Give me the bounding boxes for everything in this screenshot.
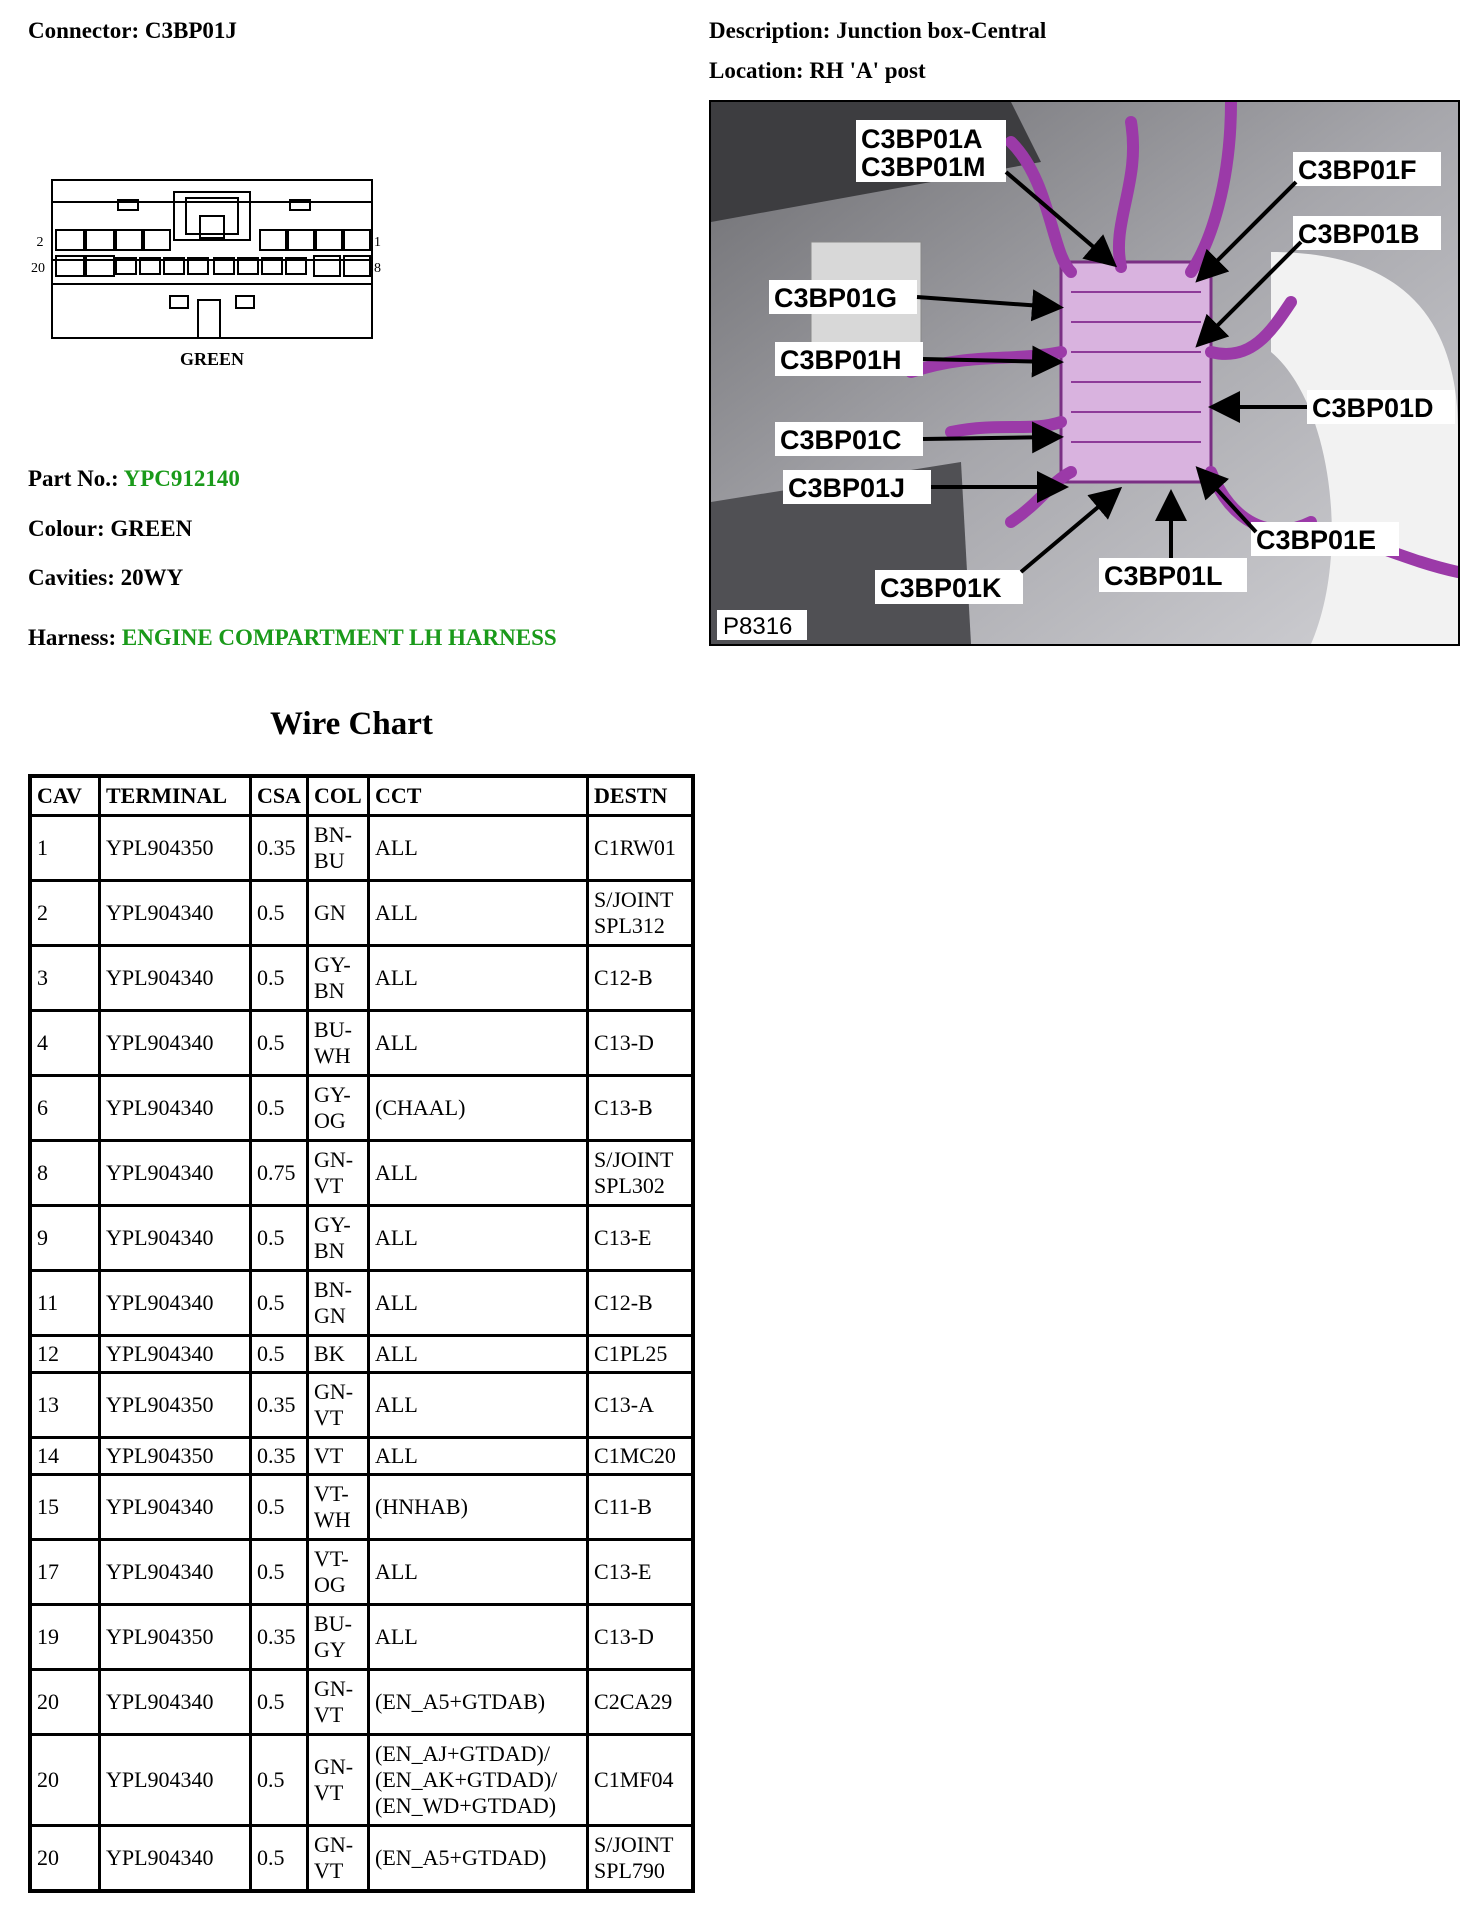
wire-chart-title: Wire Chart <box>270 706 433 742</box>
description-value: Junction box-Central <box>836 18 1047 43</box>
cell-csa: 0.35 <box>251 816 308 881</box>
cell-col: BN-GN <box>308 1271 369 1336</box>
photo-label-c3bp01l: C3BP01L <box>1104 561 1223 591</box>
table-row <box>30 1206 693 1271</box>
cell-cct: ALL <box>369 816 588 881</box>
cell-csa: 0.35 <box>251 1373 308 1438</box>
cell-cct: ALL <box>369 1605 588 1670</box>
cell-cav: 17 <box>30 1540 100 1605</box>
cell-destn: C13-D <box>588 1011 694 1076</box>
cell-col: GN-VT <box>308 1735 369 1826</box>
connector-id: C3BP01J <box>144 18 237 43</box>
photo-label-c3bp01h: C3BP01H <box>780 345 902 375</box>
connector-line <box>28 18 237 44</box>
harness-line <box>28 625 557 651</box>
cell-terminal: YPL904350 <box>100 1605 251 1670</box>
cell-cav: 3 <box>30 946 100 1011</box>
cell-terminal: YPL904340 <box>100 1271 251 1336</box>
photo-label-c3bp01a: C3BP01A <box>861 124 983 154</box>
table-row <box>30 1373 693 1438</box>
table-row <box>30 1826 693 1892</box>
pin-label-top-left: 2 <box>36 235 44 250</box>
cell-terminal: YPL904340 <box>100 1336 251 1373</box>
photo-label-c3bp01f: C3BP01F <box>1298 155 1417 185</box>
location-value: RH 'A' post <box>809 58 926 83</box>
cell-cav: 13 <box>30 1373 100 1438</box>
colour-label: Colour: <box>28 516 105 541</box>
cell-col: GN-VT <box>308 1826 369 1892</box>
cell-destn: C1PL25 <box>588 1336 694 1373</box>
cell-cav: 20 <box>30 1735 100 1826</box>
cell-col: VT <box>308 1438 369 1475</box>
table-row <box>30 816 693 881</box>
pin-label-bottom-right: 8 <box>374 261 381 276</box>
photo-label-c3bp01c: C3BP01C <box>780 425 902 455</box>
cell-cav: 20 <box>30 1826 100 1892</box>
cell-cct: ALL <box>369 1271 588 1336</box>
pin-label-top-right: 1 <box>374 235 381 250</box>
part-number-label: Part No.: <box>28 466 119 491</box>
table-row <box>30 1670 693 1735</box>
cell-cct: ALL <box>369 1141 588 1206</box>
wire-chart-body <box>30 816 693 1892</box>
cell-cav: 12 <box>30 1336 100 1373</box>
photo-label-c3bp01m: C3BP01M <box>861 152 986 182</box>
photo-label-c3bp01d: C3BP01D <box>1312 393 1434 423</box>
cell-csa: 0.5 <box>251 1540 308 1605</box>
cell-col: GY-OG <box>308 1076 369 1141</box>
cell-cct: ALL <box>369 1540 588 1605</box>
photo-label-c3bp01e: C3BP01E <box>1256 525 1377 555</box>
table-row <box>30 881 693 946</box>
cell-destn: C12-B <box>588 946 694 1011</box>
cell-cct: ALL <box>369 1373 588 1438</box>
junction-box-photo <box>709 100 1460 646</box>
header-cct: CCT <box>369 776 588 816</box>
cell-cav: 1 <box>30 816 100 881</box>
cell-terminal: YPL904350 <box>100 1438 251 1475</box>
cell-csa: 0.5 <box>251 1826 308 1892</box>
cell-terminal: YPL904340 <box>100 1011 251 1076</box>
cavities-line <box>28 565 183 591</box>
cell-destn: C1RW01 <box>588 816 694 881</box>
photo-label-c3bp01g: C3BP01G <box>774 283 898 313</box>
cell-csa: 0.5 <box>251 1670 308 1735</box>
photo-reference-code: P8316 <box>723 613 793 640</box>
cavities-value: 20WY <box>120 565 184 590</box>
cell-csa: 0.5 <box>251 1475 308 1540</box>
harness-label: Harness: <box>28 625 117 650</box>
header-col: COL <box>308 776 369 816</box>
pin-label-bottom-left: 20 <box>31 261 45 276</box>
cell-csa: 0.75 <box>251 1141 308 1206</box>
photo-label-c3bp01j: C3BP01J <box>788 473 906 503</box>
table-row <box>30 1438 693 1475</box>
cell-csa: 0.35 <box>251 1605 308 1670</box>
cell-destn: C1MF04 <box>588 1735 694 1826</box>
cell-cav: 2 <box>30 881 100 946</box>
part-number-value: YPC912140 <box>123 466 240 491</box>
cell-csa: 0.5 <box>251 1735 308 1826</box>
cell-cav: 6 <box>30 1076 100 1141</box>
cell-terminal: YPL904340 <box>100 946 251 1011</box>
table-row <box>30 1605 693 1670</box>
cell-cct: ALL <box>369 1206 588 1271</box>
cell-destn: C12-B <box>588 1271 694 1336</box>
cell-destn: C13-E <box>588 1206 694 1271</box>
connector-face-diagram <box>24 172 384 382</box>
cell-destn: C11-B <box>588 1475 694 1540</box>
table-row <box>30 1271 693 1336</box>
cell-cav: 20 <box>30 1670 100 1735</box>
cell-destn: C13-E <box>588 1540 694 1605</box>
cell-csa: 0.5 <box>251 1271 308 1336</box>
cell-col: GN-VT <box>308 1670 369 1735</box>
cell-cct: (EN_A5+GTDAD) <box>369 1826 588 1892</box>
cell-csa: 0.5 <box>251 1336 308 1373</box>
header-terminal: TERMINAL <box>100 776 251 816</box>
connector-color-label: GREEN <box>179 349 245 369</box>
cell-terminal: YPL904340 <box>100 1206 251 1271</box>
cavities-label: Cavities: <box>28 565 115 590</box>
connector-label: Connector: <box>28 18 140 43</box>
table-header-row <box>30 776 693 816</box>
cell-col: GN <box>308 881 369 946</box>
cell-cav: 11 <box>30 1271 100 1336</box>
cell-csa: 0.5 <box>251 1206 308 1271</box>
table-row <box>30 1336 693 1373</box>
cell-cct: (EN_AJ+GTDAD)/ (EN_AK+GTDAD)/ (EN_WD+GTDAD) <box>369 1735 588 1826</box>
cell-cct: ALL <box>369 881 588 946</box>
cell-csa: 0.5 <box>251 1011 308 1076</box>
cell-csa: 0.5 <box>251 881 308 946</box>
cell-terminal: YPL904350 <box>100 1373 251 1438</box>
junction-box-illustration <box>711 102 1458 644</box>
cell-destn: S/JOINT SPL312 <box>588 881 694 946</box>
cell-cav: 9 <box>30 1206 100 1271</box>
table-row <box>30 1076 693 1141</box>
table-row <box>30 1011 693 1076</box>
header-destn: DESTN <box>588 776 694 816</box>
cell-cct: ALL <box>369 1011 588 1076</box>
cell-terminal: YPL904350 <box>100 816 251 881</box>
description-line <box>709 18 1046 44</box>
table-row <box>30 946 693 1011</box>
colour-line <box>28 516 192 542</box>
cell-destn: C13-A <box>588 1373 694 1438</box>
description-label: Description: <box>709 18 831 43</box>
table-row <box>30 1735 693 1826</box>
cell-col: BU-WH <box>308 1011 369 1076</box>
cell-destn: S/JOINT SPL302 <box>588 1141 694 1206</box>
location-label: Location: <box>709 58 804 83</box>
photo-label-c3bp01b: C3BP01B <box>1298 219 1420 249</box>
cell-csa: 0.5 <box>251 1076 308 1141</box>
cell-destn: C2CA29 <box>588 1670 694 1735</box>
harness-value: ENGINE COMPARTMENT LH HARNESS <box>121 625 557 650</box>
cell-cav: 15 <box>30 1475 100 1540</box>
cell-csa: 0.35 <box>251 1438 308 1475</box>
photo-label-c3bp01k: C3BP01K <box>880 573 1002 603</box>
cell-col: GN-VT <box>308 1373 369 1438</box>
cell-terminal: YPL904340 <box>100 881 251 946</box>
colour-value: GREEN <box>110 516 193 541</box>
cell-destn: C1MC20 <box>588 1438 694 1475</box>
cell-col: VT-OG <box>308 1540 369 1605</box>
connector-face-svg <box>24 172 384 382</box>
wire-chart-table <box>28 774 695 1893</box>
cell-col: VT-WH <box>308 1475 369 1540</box>
cell-terminal: YPL904340 <box>100 1540 251 1605</box>
cell-cav: 8 <box>30 1141 100 1206</box>
cell-terminal: YPL904340 <box>100 1141 251 1206</box>
cell-col: GY-BN <box>308 1206 369 1271</box>
cell-destn: C13-B <box>588 1076 694 1141</box>
header-cav: CAV <box>30 776 100 816</box>
location-line <box>709 58 926 84</box>
cell-terminal: YPL904340 <box>100 1475 251 1540</box>
table-row <box>30 1141 693 1206</box>
cell-cct: (CHAAL) <box>369 1076 588 1141</box>
cell-terminal: YPL904340 <box>100 1735 251 1826</box>
part-number-line <box>28 466 240 492</box>
cell-destn: C13-D <box>588 1605 694 1670</box>
cell-csa: 0.5 <box>251 946 308 1011</box>
cell-cct: (EN_A5+GTDAB) <box>369 1670 588 1735</box>
cell-terminal: YPL904340 <box>100 1670 251 1735</box>
cell-cct: ALL <box>369 1336 588 1373</box>
cell-cav: 14 <box>30 1438 100 1475</box>
cell-terminal: YPL904340 <box>100 1076 251 1141</box>
cell-terminal: YPL904340 <box>100 1826 251 1892</box>
cell-cct: (HNHAB) <box>369 1475 588 1540</box>
cell-cct: ALL <box>369 1438 588 1475</box>
cell-cav: 19 <box>30 1605 100 1670</box>
cell-destn: S/JOINT SPL790 <box>588 1826 694 1892</box>
cell-col: GY-BN <box>308 946 369 1011</box>
cell-col: BU-GY <box>308 1605 369 1670</box>
table-row <box>30 1540 693 1605</box>
header-csa: CSA <box>251 776 308 816</box>
table-row <box>30 1475 693 1540</box>
cell-cav: 4 <box>30 1011 100 1076</box>
cell-col: GN-VT <box>308 1141 369 1206</box>
cell-col: BK <box>308 1336 369 1373</box>
cell-col: BN-BU <box>308 816 369 881</box>
cell-cct: ALL <box>369 946 588 1011</box>
